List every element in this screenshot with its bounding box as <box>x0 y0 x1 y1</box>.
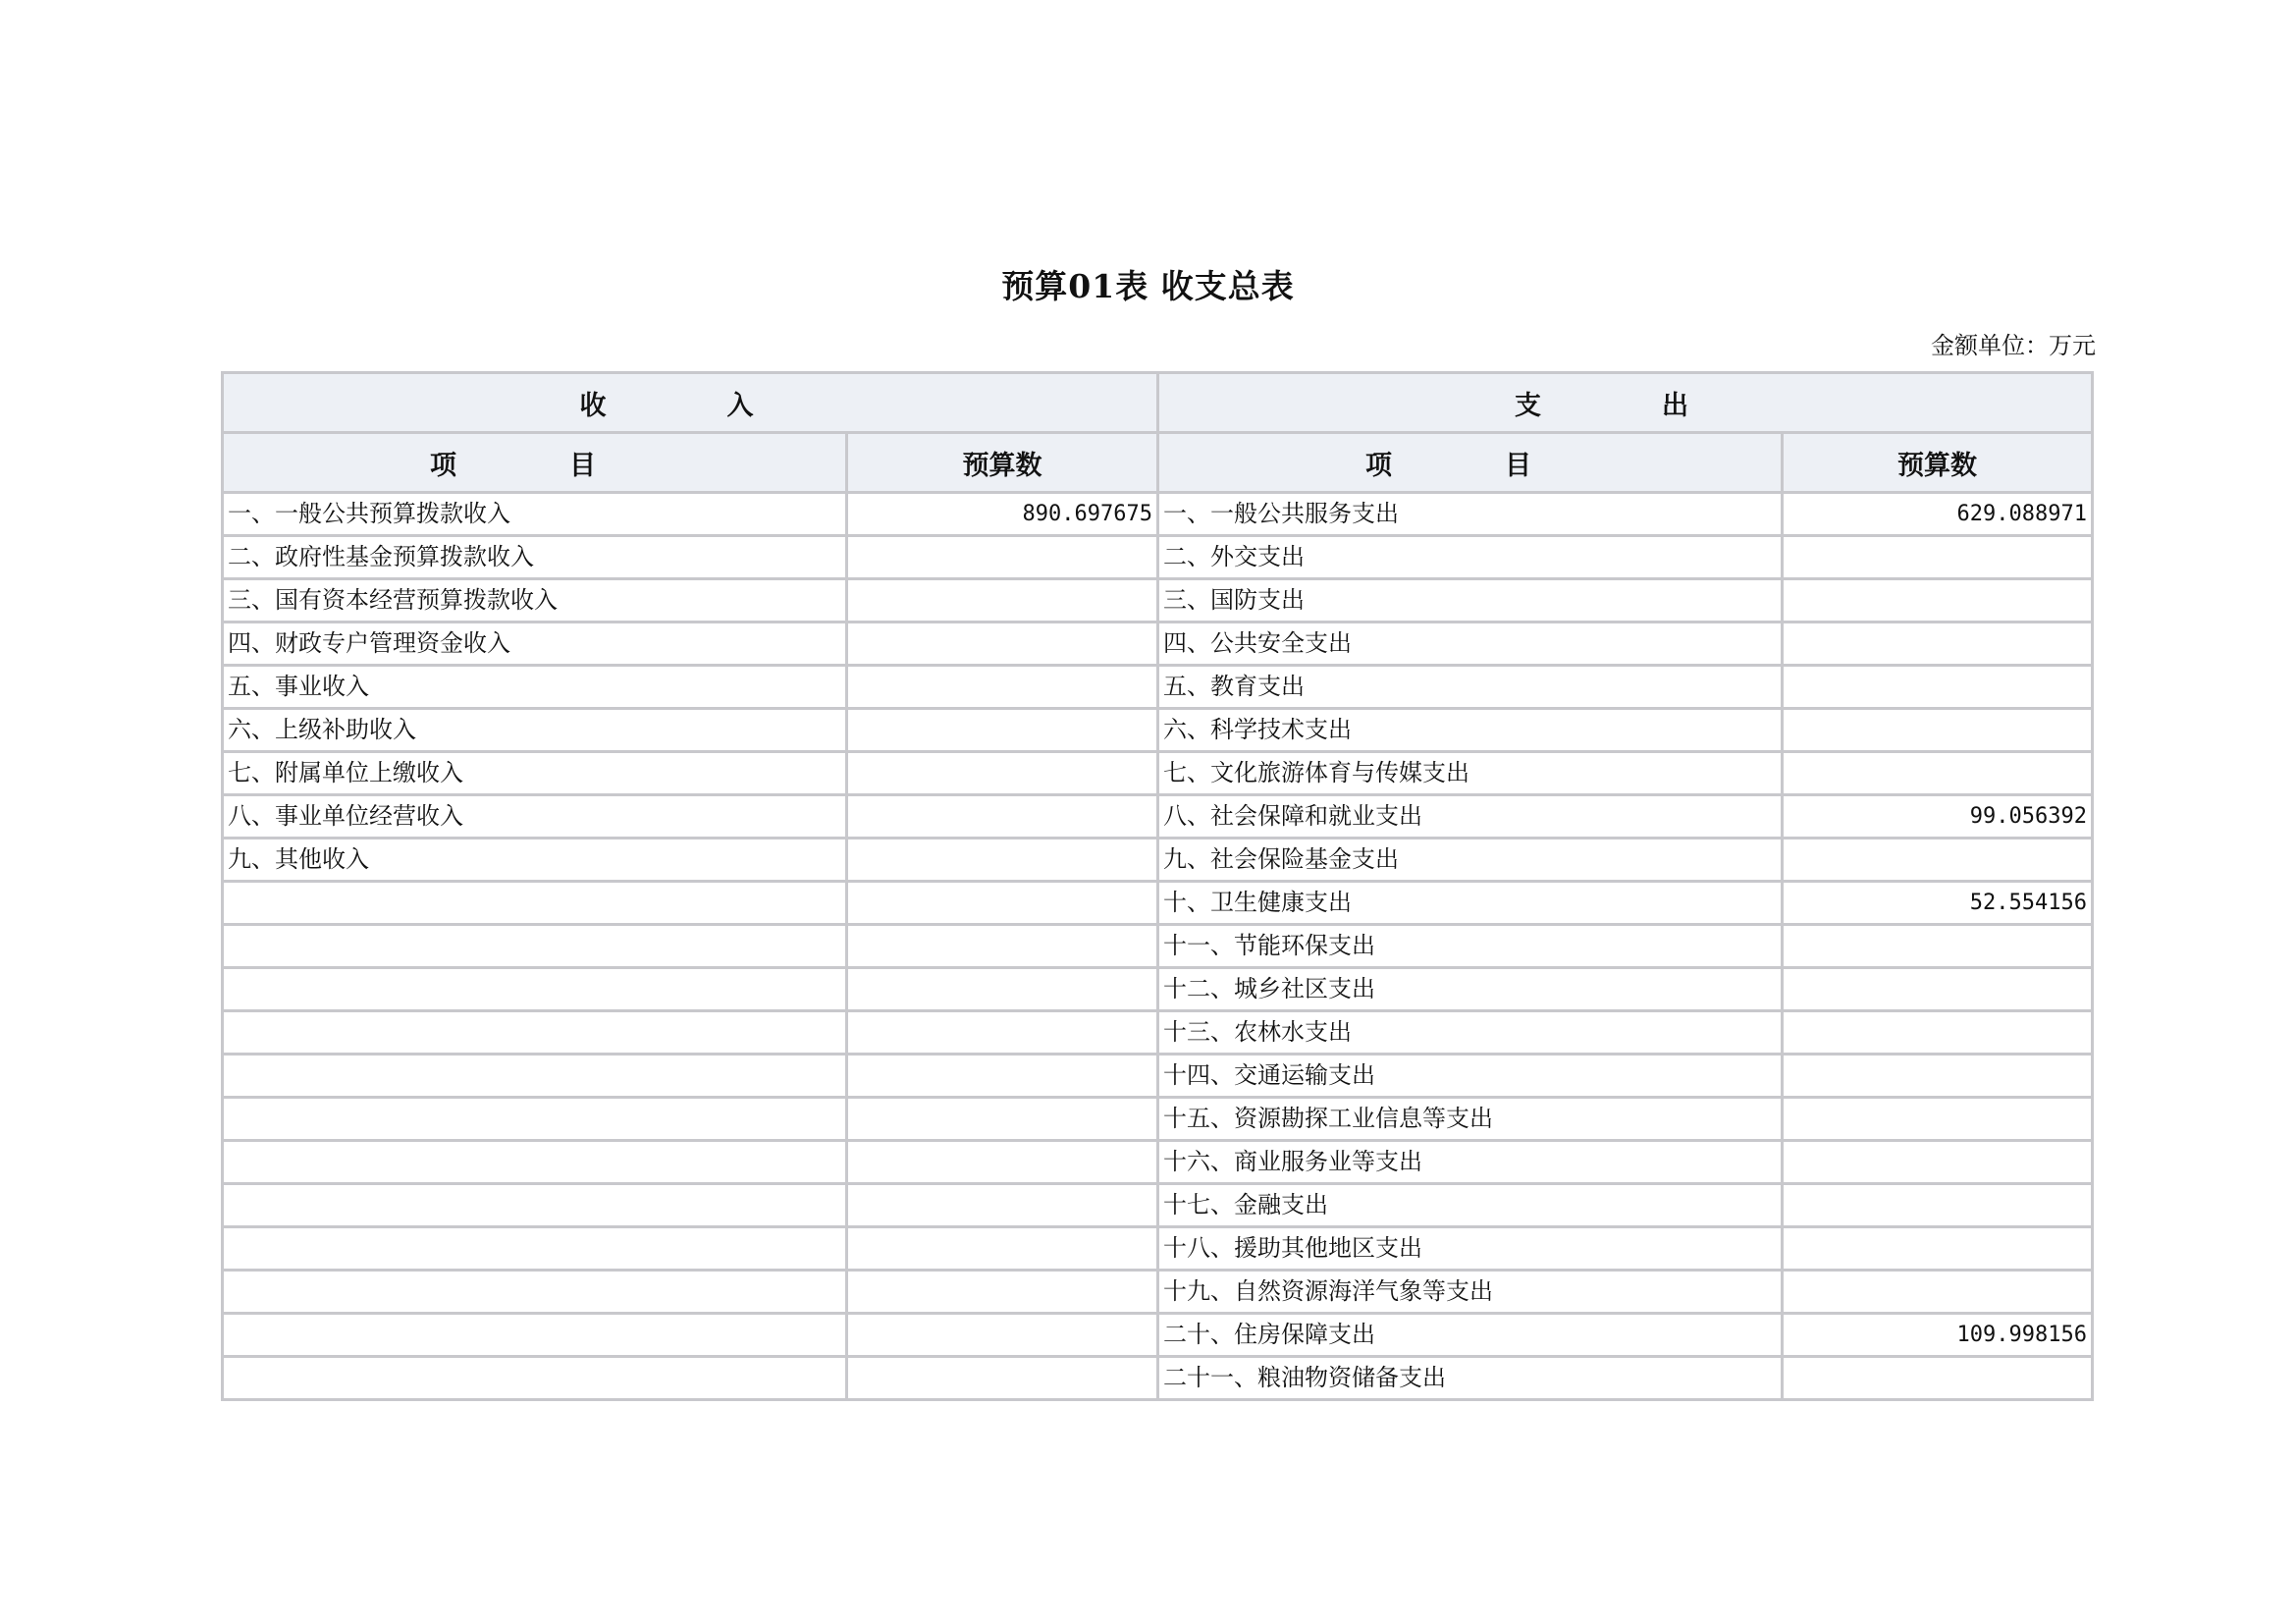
expense-item-cell: 四、公共安全支出 <box>1158 623 1783 666</box>
income-value-cell <box>847 795 1158 839</box>
expense-item-header: 项 目 <box>1158 433 1783 493</box>
income-value-cell <box>847 968 1158 1011</box>
table-row <box>223 666 2093 709</box>
table-row <box>223 1271 2093 1314</box>
expense-item-cell: 一、一般公共服务支出 <box>1158 493 1783 536</box>
income-item-cell <box>223 1141 847 1184</box>
expense-value-cell <box>1783 1227 2093 1271</box>
income-value-cell <box>847 1098 1158 1141</box>
income-value-cell: 890.697675 <box>847 493 1158 536</box>
income-item-cell <box>223 968 847 1011</box>
income-item-cell <box>223 1098 847 1141</box>
expense-budget-header: 预算数 <box>1783 433 2093 493</box>
expense-item-cell: 三、国防支出 <box>1158 579 1783 623</box>
income-item-cell <box>223 1227 847 1271</box>
table-row <box>223 1141 2093 1184</box>
expense-value-cell: 99.056392 <box>1783 795 2093 839</box>
income-item-cell <box>223 1271 847 1314</box>
income-value-cell <box>847 666 1158 709</box>
expense-item-cell: 十九、自然资源海洋气象等支出 <box>1158 1271 1783 1314</box>
expense-item-cell: 五、教育支出 <box>1158 666 1783 709</box>
expense-value-cell <box>1783 1055 2093 1098</box>
income-item-cell: 一、一般公共预算拨款收入 <box>223 493 847 536</box>
expense-item-cell: 九、社会保险基金支出 <box>1158 839 1783 882</box>
income-item-cell <box>223 1184 847 1227</box>
income-value-cell <box>847 1141 1158 1184</box>
expense-item-cell: 十、卫生健康支出 <box>1158 882 1783 925</box>
table-row <box>223 1011 2093 1055</box>
expense-item-cell: 十七、金融支出 <box>1158 1184 1783 1227</box>
income-item-cell <box>223 1055 847 1098</box>
income-item-cell <box>223 882 847 925</box>
expense-value-cell <box>1783 1011 2093 1055</box>
column-header-row <box>223 433 2093 493</box>
table-row <box>223 1357 2093 1400</box>
expense-value-cell <box>1783 1271 2093 1314</box>
table-row <box>223 623 2093 666</box>
table-row <box>223 1227 2093 1271</box>
expense-value-cell <box>1783 925 2093 968</box>
expense-item-cell: 二十、住房保障支出 <box>1158 1314 1783 1357</box>
unit-label: 金额单位：万元 <box>1931 332 2096 359</box>
income-value-cell <box>847 623 1158 666</box>
income-value-cell <box>847 925 1158 968</box>
expense-value-cell <box>1783 839 2093 882</box>
expense-item-cell: 二、外交支出 <box>1158 536 1783 579</box>
income-item-cell: 六、上级补助收入 <box>223 709 847 752</box>
income-value-cell <box>847 579 1158 623</box>
income-item-header: 项 目 <box>223 433 847 493</box>
income-value-cell <box>847 1271 1158 1314</box>
income-value-cell <box>847 1314 1158 1357</box>
expense-value-cell <box>1783 536 2093 579</box>
income-budget-header: 预算数 <box>847 433 1158 493</box>
income-item-cell: 九、其他收入 <box>223 839 847 882</box>
expense-item-cell: 十八、援助其他地区支出 <box>1158 1227 1783 1271</box>
income-value-cell <box>847 1011 1158 1055</box>
income-item-cell: 八、事业单位经营收入 <box>223 795 847 839</box>
expense-value-cell: 109.998156 <box>1783 1314 2093 1357</box>
page-title: 预算01表 收支总表 <box>1001 267 1295 305</box>
income-item-cell <box>223 1357 847 1400</box>
expense-value-cell <box>1783 709 2093 752</box>
expense-item-cell: 六、科学技术支出 <box>1158 709 1783 752</box>
table-row <box>223 709 2093 752</box>
income-value-cell <box>847 839 1158 882</box>
table-row <box>223 1184 2093 1227</box>
expense-value-cell <box>1783 579 2093 623</box>
income-item-cell: 五、事业收入 <box>223 666 847 709</box>
expense-value-cell <box>1783 666 2093 709</box>
expense-value-cell <box>1783 968 2093 1011</box>
income-item-cell <box>223 1314 847 1357</box>
expense-value-cell <box>1783 1141 2093 1184</box>
income-value-cell <box>847 752 1158 795</box>
expense-section-header: 支 出 <box>1158 373 2093 433</box>
income-value-cell <box>847 709 1158 752</box>
table-row <box>223 925 2093 968</box>
expense-item-cell: 十二、城乡社区支出 <box>1158 968 1783 1011</box>
table-row <box>223 968 2093 1011</box>
table-row <box>223 1098 2093 1141</box>
table-row <box>223 1055 2093 1098</box>
expense-value-cell <box>1783 1098 2093 1141</box>
expense-item-cell: 十三、农林水支出 <box>1158 1011 1783 1055</box>
expense-item-cell: 十一、节能环保支出 <box>1158 925 1783 968</box>
expense-value-cell <box>1783 623 2093 666</box>
expense-value-cell <box>1783 752 2093 795</box>
income-section-header: 收 入 <box>223 373 1158 433</box>
expense-value-cell <box>1783 1357 2093 1400</box>
expense-item-cell: 十六、商业服务业等支出 <box>1158 1141 1783 1184</box>
income-value-cell <box>847 882 1158 925</box>
income-item-cell: 四、财政专户管理资金收入 <box>223 623 847 666</box>
table-row <box>223 752 2093 795</box>
expense-item-cell: 二十一、粮油物资储备支出 <box>1158 1357 1783 1400</box>
table-row <box>223 1314 2093 1357</box>
expense-value-cell: 629.088971 <box>1783 493 2093 536</box>
table-row <box>223 795 2093 839</box>
section-header-row <box>223 373 2093 433</box>
expense-item-cell: 十四、交通运输支出 <box>1158 1055 1783 1098</box>
table-row <box>223 536 2093 579</box>
income-value-cell <box>847 536 1158 579</box>
income-item-cell <box>223 925 847 968</box>
income-item-cell: 二、政府性基金预算拨款收入 <box>223 536 847 579</box>
table-row <box>223 493 2093 536</box>
expense-item-cell: 七、文化旅游体育与传媒支出 <box>1158 752 1783 795</box>
income-value-cell <box>847 1227 1158 1271</box>
expense-item-cell: 十五、资源勘探工业信息等支出 <box>1158 1098 1783 1141</box>
income-value-cell <box>847 1184 1158 1227</box>
income-value-cell <box>847 1357 1158 1400</box>
table-row <box>223 839 2093 882</box>
budget-table <box>221 371 2094 1401</box>
income-item-cell: 三、国有资本经营预算拨款收入 <box>223 579 847 623</box>
income-value-cell <box>847 1055 1158 1098</box>
expense-item-cell: 八、社会保障和就业支出 <box>1158 795 1783 839</box>
expense-value-cell <box>1783 1184 2093 1227</box>
income-item-cell <box>223 1011 847 1055</box>
table-row <box>223 882 2093 925</box>
income-item-cell: 七、附属单位上缴收入 <box>223 752 847 795</box>
expense-value-cell: 52.554156 <box>1783 882 2093 925</box>
table-row <box>223 579 2093 623</box>
